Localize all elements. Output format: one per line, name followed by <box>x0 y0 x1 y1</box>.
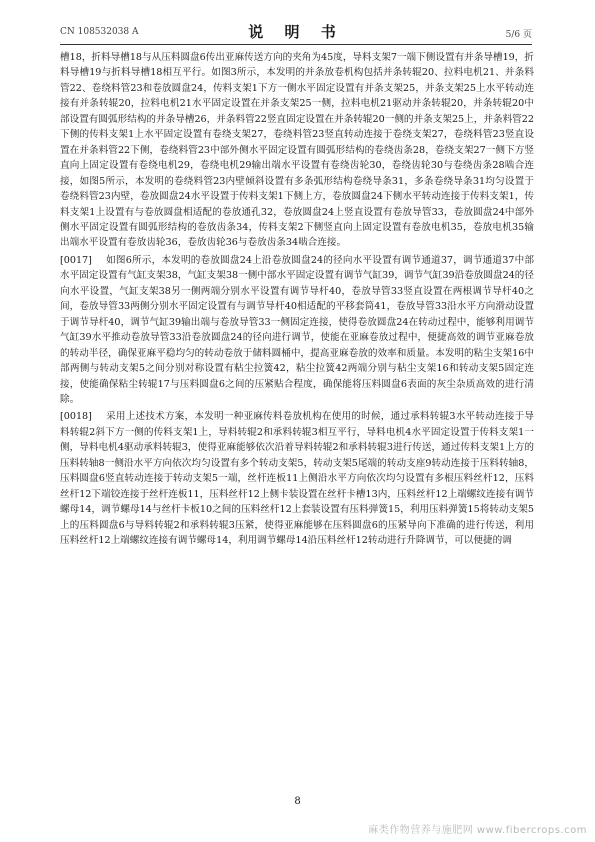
publication-number: CN 108532038 A <box>60 27 139 37</box>
site-watermark: 麻类作物营养与施肥网 www.fibercrops.com <box>368 825 587 836</box>
paragraph-text: 采用上述技术方案，本发明一种亚麻传料卷放机构在使用的时候，通过承料转辊3水平转动连接于导料转辊2斜下方一侧的传料支架1上，导料转辊2和承料转辊3相互平行，导料电机4水平固定设置于传料支架1一侧，导料电机4驱动承料转辊3，使得亚麻能够依次沿着导料转辊2和承料转辊3进行传送，通过传料支架1上方的压料转轴8一侧沿水平方向依次均匀设置有多个转动支架5，转动支架5尾端的转动支座9转动连接于压料转轴8，压料圆盘6竖直转动连接于转动支架5一端，丝杆连板11上侧沿水平方向依次均匀设置有多根压料丝杆12，压料丝杆12下端铰连接于丝杆连板11，压料丝杆12上侧卡装设置在丝杆卡槽13内，压料丝杆12上端螺纹连接有调节螺母14，调节螺母14与丝杆卡板10之间的压料丝杆12上套装设置有压料弹簧15，利用压料弹簧15将转动支架5上的压料圆盘6与导料转辊2和承料转辊3压紧，使得亚麻能够在压料圆盘6的压紧导向下准确的进行传送，利用压料丝杆12上端螺纹连接有调节螺母14，利用调节螺母14沿压料丝杆12转动进行升降调节，可以便捷的调 <box>60 411 534 547</box>
page-title: 说 明 书 <box>248 23 344 41</box>
paragraph-0018 <box>60 409 534 548</box>
paragraph-text: 槽18，折料导槽18与从压料圆盘6传出亚麻传送方向的夹角为45度，导料支架7一端下侧设置有并条导槽19，折料导槽19与折料导槽18相互平行。如图3所示，本发明的并条放卷机构包括并条转辊20、拉料电机21、并条料管22、卷绕料管23和卷放圆盘24，传料支架1下方一侧水平固定设置有并条支架25，并条支架25上水平转动连接有并条转辊20，拉料电机21水平固定设置在并条支架25一侧，拉料电机21驱动并条转辊20，并条转辊20中部设置有圆弧形结构的并条导槽26，并条料管22竖直固定设置在并条转辊20一侧的并条支架25上，并条料管22下侧的传料支架1上水平固定设置有卷绕支架27，卷绕料管23竖直转动连接于卷绕支架27，卷绕料管23竖直设置在并条料管22下侧，卷绕料管23中部外侧水平固定设置有圆弧形结构的卷绕齿条28，卷绕支架27一侧下方竖直向上固定设置有卷绕电机29，卷绕电机29输出端水平设置有卷绕齿轮30，卷绕齿轮30与卷绕齿条28啮合连接，如图5所示，本发明的卷绕料管23内壁倾斜设置有多条弧形结构卷绕导条31，多条卷绕导条31均匀设置于卷绕料管23内壁，卷放圆盘24水平设置于传料支架1下侧上方，卷放圆盘24下侧水平转动连接于传料支架1，传料支架1上设置有与卷放圆盘相适配的卷放通孔32，卷放圆盘24上竖直设置有卷放导管33，卷放圆盘24中部外侧水平固定设置有圆弧形结构的卷放齿条34，传料支架2下侧竖直向上固定设置有卷放电机35，卷放电机35输出端水平设置有卷放齿轮36，卷放齿轮36与卷放齿条34啮合连接。 <box>60 52 534 249</box>
paragraph-continued <box>60 50 534 251</box>
paragraph-tag: [0017] <box>60 254 92 266</box>
paragraph-text: 如图6所示，本发明的卷放圆盘24上沿卷放圆盘24的径向水平设置有调节通道37，调节通道37中部水平固定设置有气缸支架38，气缸支架38一侧中部水平固定设置有调节气缸39，调节气缸39沿卷放圆盘24的径向水平设置，气缸支架38另一侧两端分别水平设置有调节导杆40，卷放导管33竖直设置在两根调节导杆40之间，卷放导管33两侧分别水平固定设置有与调节导杆40相适配的平移套筒41，卷放导管33沿水平方向滑动设置于调节导杆40，调节气缸39输出端与卷放导管33一侧固定连接，使得卷放圆盘24在转动过程中，能够利用调节气缸39水平推动卷放导管33沿卷放圆盘24的径向进行调节，使能在亚麻卷放过程中，便捷高效的调节亚麻卷放的转动半径，确保亚麻平稳均匀的转动卷放于储料圆桶中，提高亚麻卷放的效率和质量。本发明的粘尘支架16中部两侧与转动支架5之间分别对称设置有粘尘拉簧42，粘尘拉簧42两端分别与粘尘支架16和转动支架5固定连接，使能确保粘尘转辊17与压料圆盘6之间的压紧贴合程度，确保能将压料圆盘6表面的灰尘杂质高效的进行清除。 <box>60 254 534 405</box>
page-number: 8 <box>294 796 301 807</box>
document-header <box>60 20 532 44</box>
paragraph-0017 <box>60 253 534 408</box>
document-body <box>60 50 534 551</box>
page-indicator: 5/6 页 <box>505 30 532 40</box>
paragraph-tag: [0018] <box>60 411 92 423</box>
header-rule <box>60 44 532 45</box>
